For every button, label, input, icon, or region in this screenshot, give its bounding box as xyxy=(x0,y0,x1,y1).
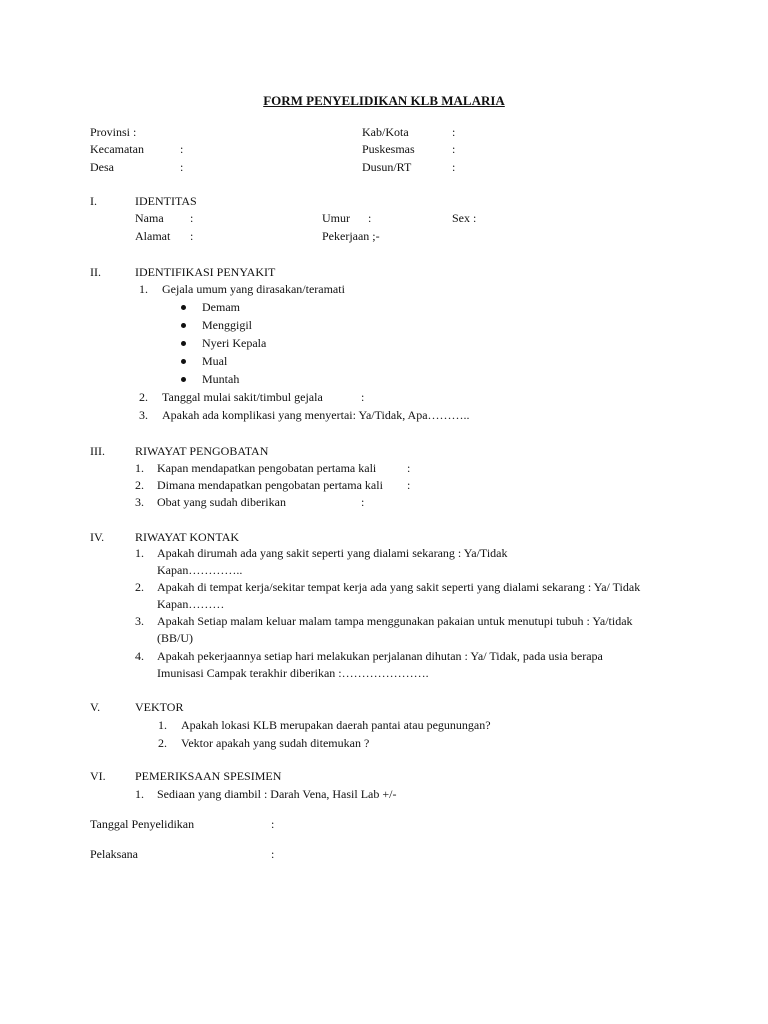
list-item: Apakah Setiap malam keluar malam tampa menggunakan pakaian untuk menutupi tubuh : Ya/tidak xyxy=(157,614,633,628)
page-title: FORM PENYELIDIKAN KLB MALARIA xyxy=(263,93,505,108)
list-item: Gejala umum yang dirasakan/teramati xyxy=(162,282,345,296)
kecamatan-label: Kecamatan xyxy=(90,142,144,156)
nama-colon: : xyxy=(190,211,194,225)
nama-label: Nama xyxy=(135,211,164,225)
symptom-item: Muntah xyxy=(202,372,240,386)
section-number: I. xyxy=(90,194,97,208)
item-number: 2. xyxy=(135,478,144,492)
section-title-kontak: RIWAYAT KONTAK xyxy=(135,530,240,544)
desa-label: Desa xyxy=(90,160,114,174)
bullet-icon xyxy=(181,305,186,310)
item-number: 1. xyxy=(158,718,167,732)
list-item: Tanggal mulai sakit/timbul gejala xyxy=(162,390,323,404)
umur-colon: : xyxy=(368,211,372,225)
section-title-identitas: IDENTITAS xyxy=(135,194,197,208)
item-number: 4. xyxy=(135,649,144,663)
list-item: Sediaan yang diambil : Darah Vena, Hasil Lab +/- xyxy=(157,787,397,801)
umur-label: Umur xyxy=(322,211,350,225)
puskesmas-colon: : xyxy=(452,142,456,156)
list-item: Apakah ada komplikasi yang menyertai: Ya/Tidak, Apa……….. xyxy=(162,408,470,422)
alamat-colon: : xyxy=(190,229,194,243)
item-number: 2. xyxy=(139,390,148,404)
section-title-pengobatan: RIWAYAT PENGOBATAN xyxy=(135,444,269,458)
bullet-icon xyxy=(181,341,186,346)
kabkota-colon: : xyxy=(452,125,456,139)
dusun-colon: : xyxy=(452,160,456,174)
section-number: VI. xyxy=(90,769,106,783)
symptom-item: Mual xyxy=(202,354,228,368)
section-number: II. xyxy=(90,265,101,279)
list-item: Kapan mendapatkan pengobatan pertama kali xyxy=(157,461,377,475)
provinsi-label: Provinsi : xyxy=(90,125,137,139)
bullet-icon xyxy=(181,359,186,364)
puskesmas-label: Puskesmas xyxy=(362,142,415,156)
list-item: Apakah pekerjaannya setiap hari melakukan perjalanan dihutan : Ya/ Tidak, pada usia berapa xyxy=(157,649,603,663)
list-item: Apakah lokasi KLB merupakan daerah pantai atau pegunungan? xyxy=(181,718,491,732)
item-number: 3. xyxy=(139,408,148,422)
item-colon: : xyxy=(407,461,411,475)
symptom-item: Menggigil xyxy=(202,318,252,332)
item-number: 1. xyxy=(135,787,144,801)
list-item-continuation: Imunisasi Campak terakhir diberikan :…………………. xyxy=(157,666,429,680)
item-number: 3. xyxy=(135,495,144,509)
pekerjaan-label: Pekerjaan ;- xyxy=(322,229,380,243)
item-number: 2. xyxy=(135,580,144,594)
bullet-icon xyxy=(181,323,186,328)
list-item-continuation: Kapan……… xyxy=(157,597,225,611)
item-colon: : xyxy=(407,478,411,492)
tanggal-colon: : xyxy=(271,817,275,831)
list-item: Apakah di tempat kerja/sekitar tempat kerja ada yang sakit seperti yang dialami sekarang : Ya/ Tidak xyxy=(157,580,641,594)
item-colon: : xyxy=(361,495,365,509)
item-number: 1. xyxy=(135,461,144,475)
item-number: 1. xyxy=(135,546,144,560)
item-number: 1. xyxy=(139,282,148,296)
symptom-item: Demam xyxy=(202,300,240,314)
section-title-identifikasi: IDENTIFIKASI PENYAKIT xyxy=(135,265,276,279)
list-item-continuation: Kapan………….. xyxy=(157,563,243,577)
list-item: Obat yang sudah diberikan xyxy=(157,495,286,509)
item-colon: : xyxy=(361,390,365,404)
bullet-icon xyxy=(181,377,186,382)
list-item: Apakah dirumah ada yang sakit seperti yang dialami sekarang : Ya/Tidak xyxy=(157,546,508,560)
section-title-vektor: VEKTOR xyxy=(135,700,184,714)
list-item-continuation: (BB/U) xyxy=(157,631,193,645)
sex-label: Sex : xyxy=(452,211,477,225)
section-number: III. xyxy=(90,444,105,458)
dusun-label: Dusun/RT xyxy=(362,160,412,174)
alamat-label: Alamat xyxy=(135,229,171,243)
pelaksana-label: Pelaksana xyxy=(90,847,138,861)
list-item: Vektor apakah yang sudah ditemukan ? xyxy=(181,736,370,750)
section-title-spesimen: PEMERIKSAAN SPESIMEN xyxy=(135,769,282,783)
kecamatan-colon: : xyxy=(180,142,184,156)
kabkota-label: Kab/Kota xyxy=(362,125,409,139)
tanggal-penyelidikan-label: Tanggal Penyelidikan xyxy=(90,817,195,831)
list-item: Dimana mendapatkan pengobatan pertama kali xyxy=(157,478,383,492)
section-number: IV. xyxy=(90,530,105,544)
symptom-item: Nyeri Kepala xyxy=(202,336,267,350)
item-number: 3. xyxy=(135,614,144,628)
item-number: 2. xyxy=(158,736,167,750)
desa-colon: : xyxy=(180,160,184,174)
pelaksana-colon: : xyxy=(271,847,275,861)
section-number: V. xyxy=(90,700,101,714)
